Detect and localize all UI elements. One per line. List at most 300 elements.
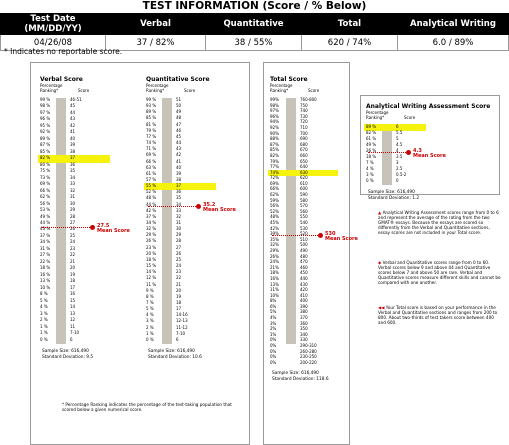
verbal-score: 18 [70, 278, 76, 284]
awa-std-dev: Standard Deviation: 1.2 [368, 196, 420, 201]
total-score: 680 [300, 141, 308, 147]
quant-score: 41 [176, 158, 182, 164]
verbal-pct: 0 % [40, 336, 48, 342]
test-info-table [0, 13, 509, 51]
verbal-pct: 92 % [40, 129, 51, 135]
total-pct: 52% [270, 208, 279, 214]
total-score: 690 [300, 136, 308, 142]
quant-score: 50 [176, 103, 182, 109]
quant-score: 27 [176, 244, 182, 250]
total-score: 730 [300, 113, 308, 119]
awa-score: 3 [396, 160, 399, 165]
quant-score: 28 [176, 238, 182, 244]
quant-score: 26 [176, 250, 182, 256]
quant-pct: 3 % [146, 318, 154, 324]
total-score: 440 [300, 275, 308, 281]
total-pct: 77% [270, 164, 279, 170]
total-pct: 98% [270, 102, 279, 108]
total-score: 260-280 [300, 348, 317, 354]
verbal-pct: 3 % [40, 310, 48, 316]
quant-pct: 9 % [146, 287, 154, 293]
quant-pct: 55 % [146, 183, 157, 189]
verbal-pct: 66 % [40, 187, 51, 193]
verbal-pct: 62 % [40, 194, 51, 200]
total-score: 600 [300, 186, 308, 192]
awa-score: 0.5-2 [396, 172, 407, 177]
verbal-score: 14 [70, 304, 76, 310]
verbal-pct: 27 % [40, 252, 51, 258]
quant-score: 20 [176, 287, 182, 293]
verbal-score: 37 [70, 155, 76, 161]
quant-score: 48 [176, 115, 182, 121]
total-pct: 39% [270, 231, 279, 237]
verbal-score: 11 [70, 323, 76, 329]
total-pct: 18% [270, 270, 279, 276]
total-score: 430 [300, 281, 308, 287]
quant-score: 23 [176, 269, 182, 275]
awa-score: 6 [396, 124, 399, 129]
total-score: 460 [300, 264, 308, 270]
total-pct: 4% [270, 315, 277, 321]
total-score: 480 [300, 253, 308, 259]
total-mean-label: Mean Score [325, 235, 358, 242]
total-pct: 48% [270, 214, 279, 220]
quant-score: 29 [176, 232, 182, 238]
verbal-pct: 5 % [40, 297, 48, 303]
total-score: 500 [300, 242, 308, 248]
quant-score: 31 [176, 220, 182, 225]
awa-pct: 4 % [366, 166, 374, 171]
total-score: 340 [300, 331, 308, 337]
total-pct: 90% [270, 130, 279, 136]
total-score: 470 [300, 259, 308, 265]
quant-score: 42 [176, 152, 182, 158]
verbal-score: 28 [70, 213, 76, 219]
verbal-pct: 1 % [40, 323, 48, 329]
total-score: 670 [300, 147, 308, 153]
header-analytical-writing: Analytical Writing [398, 14, 509, 35]
quant-pct: 34 % [146, 220, 157, 225]
verbal-score: 40 [70, 135, 76, 141]
verbal-score: 22 [70, 252, 76, 258]
verbal-score: 7-10 [70, 330, 80, 336]
verbal-pct: 8 % [40, 291, 48, 297]
quant-score: 34 [176, 201, 182, 207]
verbal-score: 35 [70, 168, 76, 174]
total-score: 560 [300, 208, 308, 214]
total-pct: 96% [270, 113, 279, 119]
total-pct-label: Percentage Ranking* [270, 83, 293, 93]
quant-pct: 11 % [146, 281, 157, 287]
verbal-score: 33 [70, 181, 76, 187]
quant-mean-value: 35.2 [203, 201, 216, 208]
verbal-pct: 82 % [40, 155, 51, 161]
verbal-pct: 80 % [40, 161, 51, 167]
awa-pct: 7 % [366, 160, 374, 165]
total-pct: 79% [270, 158, 279, 164]
quant-score: 38 [176, 176, 182, 182]
verbal-pct: 31 % [40, 245, 51, 251]
total-score: 540 [300, 220, 308, 225]
quant-pct: 63 % [146, 164, 157, 170]
total-score: 700 [300, 130, 308, 136]
verbal-pct: 49 % [40, 213, 51, 219]
total-score: 590 [300, 192, 308, 198]
quant-pct: 32 % [146, 226, 157, 232]
total-score: 660 [300, 152, 308, 158]
awa-score: 3.5 [396, 154, 403, 159]
total-pct: 62% [270, 192, 279, 198]
total-score: 570 [300, 203, 308, 209]
awa-score: 5.5 [396, 130, 403, 135]
total-score: 390 [300, 303, 308, 309]
quant-pct: 74 % [146, 140, 157, 146]
quant-pct: 61 % [146, 170, 157, 176]
quant-score: 24 [176, 263, 182, 269]
percentage-ranking-footnote: * Percentage Ranking indicates the percentage of the test-taking population that scored below a given numerical score. [62, 402, 232, 412]
total-pct: 56% [270, 203, 279, 209]
quant-pct: 23 % [146, 244, 157, 250]
total-score: 630 [300, 169, 308, 175]
quant-score: 51 [176, 97, 182, 102]
table-header-row [1, 14, 509, 35]
quant-pct: 44 % [146, 201, 157, 207]
verbal-score: 19 [70, 271, 76, 277]
total-mean-line [272, 235, 322, 236]
verbal-pct: 18 % [40, 265, 51, 271]
total-pct: 10% [270, 292, 279, 298]
verbal-score: 31 [70, 194, 76, 200]
quant-score-label: Score [184, 88, 196, 93]
verbal-score-label: Score [78, 88, 90, 93]
quant-score: 37 [176, 183, 182, 189]
verbal-sample-size: Sample Size: 616,490 [42, 349, 89, 354]
quant-pct: 1 % [146, 330, 154, 336]
total-pct: 2% [270, 326, 277, 332]
quant-score: 17 [176, 306, 182, 312]
cell-analytical-writing: 6.0 / 89% [398, 35, 509, 51]
awa-score: 5 [396, 136, 399, 141]
total-score: 490 [300, 247, 308, 253]
quant-score: 49 [176, 109, 182, 115]
verbal-pct: 56 % [40, 200, 51, 206]
total-pct: 21% [270, 264, 279, 270]
verbal-score: 39 [70, 142, 76, 148]
verbal-pct: 75 % [40, 168, 51, 174]
total-pct: 72% [270, 175, 279, 181]
total-pct: 35% [270, 236, 279, 242]
total-score: 230-250 [300, 354, 317, 360]
verbal-score: 44 [70, 109, 76, 115]
verbal-pct: 22 % [40, 258, 51, 264]
page-title: TEST INFORMATION (Score / % Below) [0, 0, 509, 13]
quant-pct: 57 % [146, 176, 157, 182]
awa-mean-line [368, 152, 410, 153]
total-pct: 59% [270, 197, 279, 203]
quant-pct: 48 % [146, 195, 157, 201]
verbal-pct: 85 % [40, 148, 51, 154]
header-total: Total [302, 14, 398, 35]
quant-sample-size: Sample Size: 616,490 [148, 349, 195, 354]
verbal-score: 43 [70, 116, 76, 122]
total-pct: 42% [270, 225, 279, 231]
verbal-mean-line [42, 227, 94, 228]
verbal-pct: 10 % [40, 284, 51, 290]
header-quantitative: Quantitative [206, 14, 302, 35]
quant-score: 18 [176, 299, 182, 305]
quant-score: 11-12 [176, 324, 188, 330]
quant-score: 44 [176, 140, 182, 146]
quant-score: 40 [176, 164, 182, 170]
verbal-score: 36 [70, 161, 76, 167]
awa-sample-size: Sample Size: 616,490 [368, 190, 415, 195]
quant-pct: 81 % [146, 121, 157, 127]
verbal-score: 25 [70, 232, 76, 238]
verbal-pct: 1 % [40, 330, 48, 336]
total-pct: 5% [270, 309, 277, 315]
total-pct: 69% [270, 180, 279, 186]
quant-score: 22 [176, 275, 182, 281]
verbal-score: 30 [70, 200, 76, 206]
quant-pct: 8 % [146, 293, 154, 299]
quant-std-dev: Standard Deviation: 10.6 [148, 355, 202, 360]
quant-pct: 7 % [146, 299, 154, 305]
awa-score: 2.5 [396, 166, 403, 171]
total-pct: 97% [270, 108, 279, 114]
quant-pct: 85 % [146, 115, 157, 121]
quant-mean-label: Mean Score [203, 206, 236, 213]
quant-pct: 71 % [146, 146, 157, 152]
quant-mean-line [148, 206, 200, 207]
awa-score: 0 [396, 178, 399, 183]
awa-pct: 82 % [366, 130, 377, 135]
verbal-pct: 53 % [40, 207, 51, 213]
verbal-pct: 89 % [40, 135, 51, 141]
total-score: 650 [300, 158, 308, 164]
total-score: 510 [300, 236, 308, 242]
total-score: 370 [300, 315, 308, 321]
quant-score: 35 [176, 195, 182, 201]
quant-score: 30 [176, 226, 182, 232]
verbal-score: 24 [70, 239, 76, 245]
cell-total: 620 / 74% [302, 35, 398, 51]
total-sample-size: Sample Size: 616,490 [272, 371, 319, 377]
total-score: 530 [300, 225, 308, 231]
verbal-score: 16 [70, 291, 76, 297]
quant-pct: 42 % [146, 207, 157, 213]
total-pct: 99% [270, 97, 279, 102]
verbal-pct: 37 % [40, 232, 51, 238]
verbal-score: 32 [70, 187, 76, 193]
awa-pct: 3 % [366, 172, 374, 177]
total-score: 760-800 [300, 97, 317, 102]
total-pct: 11% [270, 287, 279, 293]
total-score: 520 [300, 231, 308, 237]
quant-pct: 99 % [146, 97, 157, 102]
total-pct: 74% [270, 169, 279, 175]
total-pct: 8% [270, 298, 277, 304]
awa-pct-label: Percentage Ranking* [366, 110, 389, 120]
awa-pct: 89 % [366, 124, 377, 129]
quant-score: 47 [176, 121, 182, 127]
verbal-bar [56, 98, 66, 344]
total-score-label: Score [308, 88, 320, 93]
quant-pct: 89 % [146, 109, 157, 115]
quant-score: 21 [176, 281, 182, 287]
quant-pct: 79 % [146, 127, 157, 133]
verbal-heading: Verbal Score [40, 76, 83, 83]
verbal-pct: 99 % [40, 97, 51, 102]
total-score: 380 [300, 309, 308, 315]
verbal-pct: 4 % [40, 304, 48, 310]
quant-pct: 15 % [146, 263, 157, 269]
verbal-pct: 69 % [40, 181, 51, 187]
quant-pct: 77 % [146, 133, 157, 139]
total-score: 740 [300, 108, 308, 114]
verbal-std-dev: Standard Deviation: 9.5 [42, 355, 94, 360]
total-score: 330 [300, 337, 308, 343]
quant-score: 36 [176, 189, 182, 195]
awa-pct: 49 % [366, 142, 377, 147]
verbal-mean-label: Mean Score [97, 228, 130, 235]
verbal-pct: 73 % [40, 174, 51, 180]
total-score: 410 [300, 292, 308, 298]
verbal-pct: 96 % [40, 116, 51, 122]
verbal-score: 13 [70, 310, 76, 316]
verbal-score: 23 [70, 245, 76, 251]
verbal-mean-value: 27.5 [97, 223, 110, 230]
quant-pct: 0 % [146, 336, 154, 342]
verbal-pct-label: Percentage Ranking* [40, 83, 63, 93]
total-score: 290-310 [300, 343, 317, 348]
verbal-pct: 2 % [40, 317, 48, 323]
verbal-pct: 98 % [40, 103, 51, 109]
verbal-pct: 43 % [40, 226, 51, 232]
verbal-score: 26 [70, 226, 76, 232]
quant-pct: 37 % [146, 213, 157, 219]
total-pct: 0% [270, 337, 277, 343]
total-pct: 0% [270, 348, 277, 354]
verbal-score: 38 [70, 148, 76, 154]
awa-heading: Analytical Writing Assessment Score [366, 103, 491, 110]
total-score: 620 [300, 175, 308, 181]
quant-pct: 5 % [146, 306, 154, 312]
quant-pct: 29 % [146, 232, 157, 238]
quant-pct: 26 % [146, 238, 157, 244]
quant-pct: 14 % [146, 269, 157, 275]
total-score: 450 [300, 270, 308, 276]
no-score-note: * Indicates no reportable score. [4, 47, 123, 56]
total-pct: 85% [270, 147, 279, 153]
quant-score: 19 [176, 293, 182, 299]
verbal-score: 46-51 [70, 97, 82, 102]
awa-pct: 0 % [366, 178, 374, 183]
awa-score: 4 [396, 148, 399, 153]
quant-score: 46 [176, 127, 182, 133]
quant-score: 45 [176, 133, 182, 139]
verbal-pct: 44 % [40, 220, 51, 225]
awa-mean-label: Mean Score [413, 153, 446, 159]
awa-pct: 61 % [366, 136, 377, 141]
verbal-score: 45 [70, 103, 76, 109]
quant-pct: 18 % [146, 256, 157, 262]
total-pct: 26% [270, 253, 279, 259]
quant-score: 14-16 [176, 312, 188, 318]
verbal-pct: 87 % [40, 142, 51, 148]
quant-mean-dot [196, 204, 201, 209]
quant-pct: 2 % [146, 324, 154, 330]
total-score: 360 [300, 320, 308, 326]
quant-score: 7-10 [176, 330, 186, 336]
awa-bar [382, 125, 392, 185]
verbal-pct: 34 % [40, 239, 51, 245]
total-score: 710 [300, 124, 308, 130]
quant-score: 33 [176, 207, 182, 213]
awa-score-label: Score [404, 115, 416, 120]
total-score: 750 [300, 102, 308, 108]
awa-mean-dot [406, 150, 411, 155]
verbal-score: 34 [70, 174, 76, 180]
total-pct: 1% [270, 331, 277, 337]
quant-score: 43 [176, 146, 182, 152]
quant-bar [162, 98, 172, 344]
cell-test-date: 04/26/08 [1, 35, 106, 51]
total-pct: 32% [270, 242, 279, 248]
total-pct: 87% [270, 141, 279, 147]
verbal-score: 15 [70, 297, 76, 303]
quant-pct: 66 % [146, 158, 157, 164]
verbal-score: 27 [70, 220, 76, 225]
side-note-total: ◀◀ Your Total score is based on your performance in the Verbal and Quantitative sections and ranges from 200 to 800. About two-thirds of test takers score between 400 and 600. [378, 305, 498, 325]
awa-mean-value: 4.3 [413, 148, 422, 154]
quant-pct: 93 % [146, 103, 157, 109]
quant-score: 12-13 [176, 318, 188, 324]
awa-score: 4.5 [396, 142, 403, 147]
side-note-verbal-quant: ◆ Verbal and Quantitative scores range from 0 to 60. Verbal scores below 9 and above 44 and Quantitative scores below 7 and above 50 are rare. Verbal and Quantitative scores measure different skills and cannot be compared with one another. [378, 260, 501, 285]
verbal-score: 20 [70, 265, 76, 271]
cell-quantitative: 38 / 55% [206, 35, 302, 51]
verbal-pct: 97 % [40, 109, 51, 115]
awa-pct: 18 % [366, 154, 377, 159]
quant-pct: 20 % [146, 250, 157, 256]
total-score: 420 [300, 287, 308, 293]
total-score: 640 [300, 164, 308, 170]
quant-heading: Quantitative Score [146, 76, 210, 83]
total-score: 580 [300, 197, 308, 203]
total-std-dev: Standard Deviation: 118.6 [272, 377, 329, 383]
quant-score: 32 [176, 213, 182, 219]
total-pct: 13% [270, 281, 279, 287]
verbal-score: 6 [70, 336, 73, 342]
verbal-score: 41 [70, 129, 76, 135]
verbal-score: 17 [70, 284, 76, 290]
verbal-score: 21 [70, 258, 76, 264]
header-verbal: Verbal [106, 14, 206, 35]
quant-pct: 12 % [146, 275, 157, 281]
cell-verbal: 37 / 82% [106, 35, 206, 51]
total-pct: 0% [270, 343, 277, 348]
side-note-awa: ▲ Analytical Writing Assessment scores range from 0 to 6 and represent the average of the rating from the two GMAT® essays. Because the essays are scored so differently from the Verbal and Quantitative sections, essay scores are not included in your Total score. [378, 210, 499, 235]
total-score: 200-220 [300, 359, 317, 365]
verbal-pct: 13 % [40, 278, 51, 284]
total-pct: 88% [270, 136, 279, 142]
total-pct: 0% [270, 359, 277, 365]
total-score: 610 [300, 180, 308, 186]
total-pct: 3% [270, 320, 277, 326]
total-pct: 24% [270, 259, 279, 265]
quant-pct-label: Percentage Ranking* [146, 83, 169, 93]
quant-score: 25 [176, 256, 182, 262]
